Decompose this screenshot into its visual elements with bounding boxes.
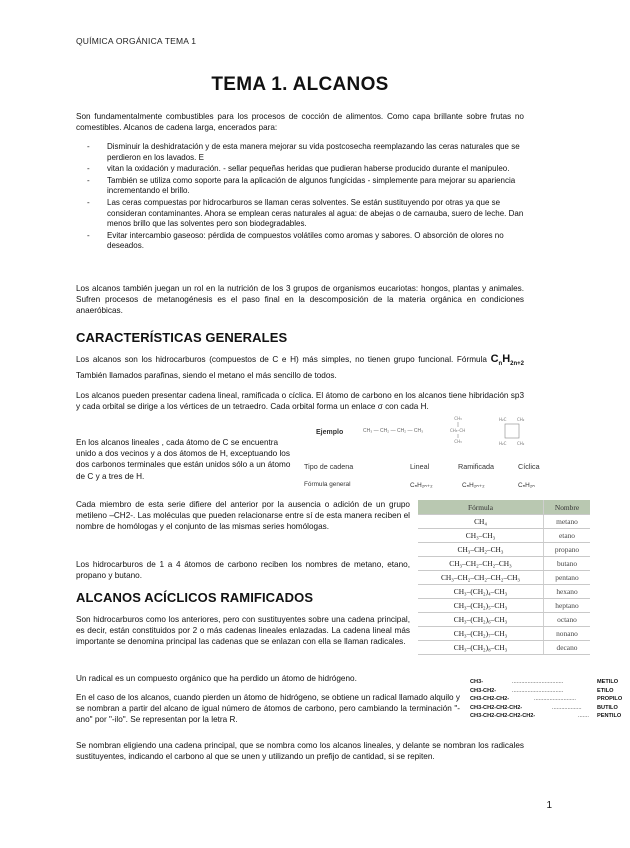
naming-paragraph: Se nombran eligiendo una cadena principal, que se nombra como los alcanos lineales, y delante se nombran los radicales sustituyentes, indicando el carbono al que se unen y utilizando un prefijo de cantidad, si se repiten. bbox=[76, 741, 524, 762]
name-cell: nonano bbox=[544, 627, 591, 641]
general-formula: $C_nH_{2n+2}$ bbox=[490, 353, 524, 368]
formula-cell: CH₃–(CH₂)₄–CH₃ bbox=[418, 585, 544, 599]
name-cell: pentano bbox=[544, 571, 591, 585]
table-row bbox=[418, 529, 590, 543]
name-cell: propano bbox=[544, 543, 591, 557]
svg-text:H₂C: H₂C bbox=[499, 417, 507, 422]
svg-text:CH₃: CH₃ bbox=[454, 439, 462, 444]
linear-molecule: CH₃ — CH₂ — CH₂ — CH₃ bbox=[363, 428, 424, 434]
formula-cell: CH₃–(CH₂)₆–CH₃ bbox=[418, 613, 544, 627]
list-item: CH3-CH2-CH2-CH2-CH2- ....... PENTILO bbox=[470, 713, 622, 720]
name-cell: hexano bbox=[544, 585, 591, 599]
page-number: 1 bbox=[546, 800, 552, 811]
svg-text:CH₂: CH₂ bbox=[517, 441, 525, 446]
type-branched: Ramificada bbox=[458, 462, 494, 471]
list-item: - También se utiliza como soporte para la aplicación de algunos fungicidas - simplemente para mejorar su apariencia incrementando el brillo. bbox=[87, 175, 516, 196]
chain-types-figure bbox=[300, 415, 540, 493]
header-formula: Fórmula bbox=[418, 500, 544, 515]
table-row bbox=[418, 571, 590, 585]
svg-text:CH₃–CH: CH₃–CH bbox=[450, 428, 466, 433]
linear-paragraph: En los alcanos lineales , cada átomo de C se encuentra unido a dos vecinos y a dos átomos de H, exceptuando los dos carbonos terminales que están unidos sólo a un átomo de C y a tres de H. bbox=[76, 438, 291, 481]
chain-type-label: Tipo de cadena bbox=[304, 462, 354, 471]
table-row bbox=[418, 557, 590, 571]
radicals-list bbox=[470, 678, 630, 721]
table-row bbox=[418, 515, 590, 529]
list-item: - Evitar intercambio gaseoso: pérdida de compuestos volátiles como aromas y sabores. O absorción de olores no deseados. bbox=[87, 230, 504, 251]
table-header-row bbox=[418, 500, 590, 515]
cyclic-molecule-drawing bbox=[495, 415, 531, 447]
formula-cell: CH₃–(CH₂)₇–CH₃ bbox=[418, 627, 544, 641]
running-header: QUÍMICA ORGÁNICA TEMA 1 bbox=[76, 36, 197, 46]
formula-cell: CH₃–(CH₂)₅–CH₃ bbox=[418, 599, 544, 613]
general-branched: CₙH₂ₙ₊₂ bbox=[462, 482, 485, 489]
type-linear: Lineal bbox=[410, 462, 430, 471]
svg-text:H₂C: H₂C bbox=[499, 441, 507, 446]
table-row bbox=[418, 585, 590, 599]
formula-cell: CH₃–CH₂–CH₂–CH₃ bbox=[418, 557, 544, 571]
section-heading: CARACTERÍSTICAS GENERALES bbox=[76, 330, 288, 345]
list-item: CH3-CH2-CH2- ........................... PROPILO bbox=[470, 696, 623, 703]
header-name: Nombre bbox=[544, 500, 591, 515]
table-row bbox=[418, 627, 590, 641]
hybridization-paragraph: Los alcanos pueden presentar cadena lineal, ramificada o cíclica. El átomo de carbono en los alcanos tiene hibridación sp3 y cada orbital se dirige a los vértices de un tetraedro. Cada orbital forma un enlace σ con cada H. bbox=[76, 391, 524, 412]
formula-cell: CH₃–CH₂–CH₂–CH₂–CH₃ bbox=[418, 571, 544, 585]
page-title: TEMA 1. ALCANOS bbox=[211, 74, 389, 95]
list-item: - Las ceras compuestas por hidrocarburos se llaman ceras solventes. Se están sustituyendo por otras ya que se consideran contaminantes. Ahora se emplean ceras naturales al agua: de abejas o de carnauba, suero de leche. Dan menos brillo que las solventes pero son biodegradables. bbox=[87, 197, 524, 229]
name-cell: octano bbox=[544, 613, 591, 627]
bullet-list bbox=[87, 142, 525, 252]
example-label: Ejemplo bbox=[316, 429, 344, 436]
alkane-table bbox=[418, 500, 590, 655]
general-cyclic: CₙH₂ₙ bbox=[518, 482, 535, 489]
names-paragraph: Los hidrocarburos de 1 a 4 átomos de carbono reciben los nombres de metano, etano, propano y butano. bbox=[76, 560, 410, 581]
radical-definition: Un radical es un compuesto orgánico que ha perdido un átomo de hidrógeno. bbox=[76, 674, 357, 683]
intro-paragraph: Son fundamentalmente combustibles para los procesos de cocción de alimentos. Como capa brillante sobre frutas no comestibles. Alcanos de cadena larga, encerados para: bbox=[76, 112, 524, 133]
formula-cell: CH₃–(CH₂)₈–CH₃ bbox=[418, 641, 544, 655]
list-item: CH3-CH2-CH2-CH2- ................... BUTILO bbox=[470, 704, 618, 711]
definition-paragraph: Los alcanos son los hidrocarburos (compuestos de C e H) más simples, no tienen grupo funcional. Fórmula $C_nH_{2n+2}$ También llamados parafinas, siendo el metano el más sencillo de todos. bbox=[76, 353, 524, 381]
role-paragraph: Los alcanos también juegan un rol en la nutrición de los 3 grupos de organismos eucariotas: hongos, plantas y animales. Sufren procesos de metanogénesis es el paso final en la descomposición de la materia orgánica en condiciones anaeróbicas. bbox=[76, 284, 524, 316]
table-row bbox=[418, 543, 590, 557]
formula-cell: CH₄ bbox=[418, 515, 544, 529]
branched-paragraph: Son hidrocarburos como los anteriores, pero con sustituyentes sobre una cadena principal, es decir, están constituidos por 2 o más cadenas lineales enlazadas. La cadena lineal más importante se denomina principal las cadenas que se enlazan con ella se llaman radicales. bbox=[76, 615, 410, 647]
list-item: CH3-CH2- ................................. ETILO bbox=[470, 687, 614, 694]
table-row bbox=[418, 613, 590, 627]
general-formula-label: Fórmula general bbox=[304, 481, 351, 488]
table-row bbox=[418, 599, 590, 613]
name-cell: metano bbox=[544, 515, 591, 529]
alkyl-paragraph: En el caso de los alcanos, cuando pierden un átomo de hidrógeno, se obtiene un radical llamado alquilo y se nombran a partir del alcano de igual número de átomos de carbono, pero cambiando la terminación "- ano" por "-ilo". Se representan por la letra R. bbox=[76, 693, 460, 725]
list-item: CH3- ................................. METILO bbox=[470, 679, 619, 685]
name-cell: heptano bbox=[544, 599, 591, 613]
svg-text:CH₂: CH₂ bbox=[517, 417, 525, 422]
section-heading: ALCANOS ACÍCLICOS RAMIFICADOS bbox=[76, 590, 314, 605]
formula-cell: CH₃–CH₂–CH₃ bbox=[418, 543, 544, 557]
branched-molecule-drawing bbox=[438, 415, 478, 445]
type-cyclic: Cíclica bbox=[518, 462, 540, 471]
homologous-paragraph: Cada miembro de esta serie difiere del anterior por la ausencia o adición de un grupo metileno –CH2-. Las moléculas que pueden relacionarse entre sí de esta manera reciben el nombre de homólogas y el conjunto de las mismas series homólogas. bbox=[76, 500, 410, 532]
formula-cell: CH₃–CH₃ bbox=[418, 529, 544, 543]
list-item: - Disminuir la deshidratación y de esta manera mejorar su vida postcosecha reemplazando las ceras naturales que se perdieron en los lavados. E bbox=[87, 142, 520, 162]
alkane-table-container bbox=[418, 500, 590, 655]
svg-text:CH₃: CH₃ bbox=[454, 416, 462, 421]
name-cell: butano bbox=[544, 557, 591, 571]
list-item: - vitan la oxidación y maduración. - sellar pequeñas heridas que pudieran haberse producido durante el manipuleo. bbox=[87, 164, 510, 174]
general-linear: CₙH₂ₙ₊₂ bbox=[410, 482, 433, 489]
name-cell: decano bbox=[544, 641, 591, 655]
name-cell: etano bbox=[544, 529, 591, 543]
table-row bbox=[418, 641, 590, 655]
